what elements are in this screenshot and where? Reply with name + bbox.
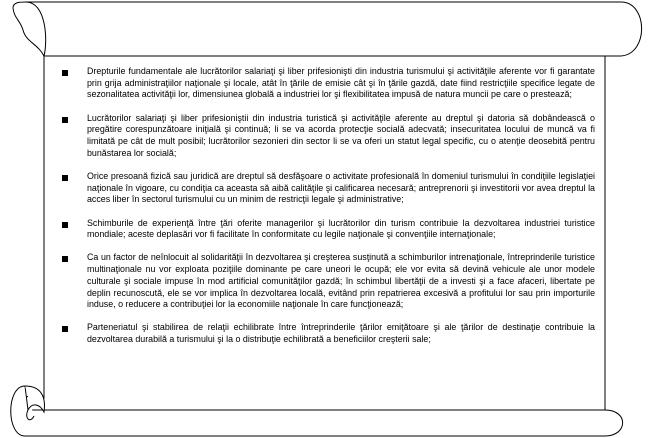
list-item [62, 66, 595, 101]
list-item-text: Ca un factor de neînlocuit al solidarităţii în dezvoltarea şi creşterea susţinută a schimburilor intrenaţionale, întreprinderile turistice multinaţionale nu vor exploata poziţiile dominante pe care uneori le ocupă; ele vor evita să devină vehicule ale unor modele culturale şi sociale impuse în mod artificial comunităţilor gazdă; în schimbul libertăţii de a investi şi a face afaceri, libertate pe deplin recunoscută, ele se vor implica în dezvoltarea locală, evitând prin repatrierea excesivă a profitului lor sau prin importurile induse, o reducere a contribuţiei lor la economiile naţionale în care funcţionează; [87, 252, 595, 310]
list-item [62, 322, 595, 345]
document-list [62, 66, 595, 346]
bullet-icon [62, 175, 68, 181]
list-item-text: Drepturile fundamentale ale lucrătorilor salariaţi şi liber prifesionişti din industria turismului şi activităţile aferente vor fi garantate prin grija administraţiilor naţionale şi locale, atât în ţările de emisie cât şi în ţările gazdă, date fiind restricţiile specifice legate de sezonalitatea activităţii lor, dimensiunea globală a industriei lor şi flexibilitatea impusă de natura muncii pe care o prestează; [87, 66, 595, 100]
bullet-icon [62, 117, 68, 123]
list-item-text: Schimburile de experienţă între ţări oferite managerilor şi lucrătorilor din turism contribuie la dezvoltarea industriei turistice mondiale; aceste deplasări vor fi facilitate în conformitate cu legile naţionale şi convenţiile internaţionale; [87, 217, 595, 240]
list-item [62, 113, 595, 160]
bullet-icon [62, 70, 68, 76]
scroll-top-roll [26, 2, 642, 56]
list-item [62, 218, 595, 241]
list-item-text: Parteneriatul şi stabilirea de relaţii echilibrate între întreprinderile ţărilor emiţătoare şi ale ţărilor de destinaţie contribuie la dezvoltarea durabilă a turismului şi la o distribuţie echilibrată a beneficiilor creşterii sale; [87, 322, 595, 345]
list-item-text: Orice presoană fizică sau juridică are dreptul să desfăşoare o activitate profesională în domeniul turismului în condiţiile legislaţiei naţionale în vigoare, cu condiţia ca aceasta să aibă calităţile şi calificarea necesară; antreprenorii şi investitorii vor avea dreptul la acces liber în sectorul turismului cu un minim de restricţii legale şi administrative; [87, 170, 595, 205]
bullet-icon [62, 326, 68, 332]
bullet-icon [62, 222, 68, 228]
bullet-icon [62, 256, 68, 262]
list-item-text: Lucrătorilor salariaţi şi liber prifesioniştii din industria turistică şi activităţile aferente au dreptul şi datoria să dobândească o pregătire corespunzătoare iniţială şi continuă; li se va acorda protecţie socială adecvată; insecuritatea locului de muncă va fi limitată pe cât de mult posibil; lucrătorilor sezonieri din sector li se va oferi un statut legal specific, cu o atenţie deosebită pentru bunăstarea lor socială; [87, 112, 595, 158]
list-item [62, 252, 595, 311]
list-item [62, 171, 595, 206]
